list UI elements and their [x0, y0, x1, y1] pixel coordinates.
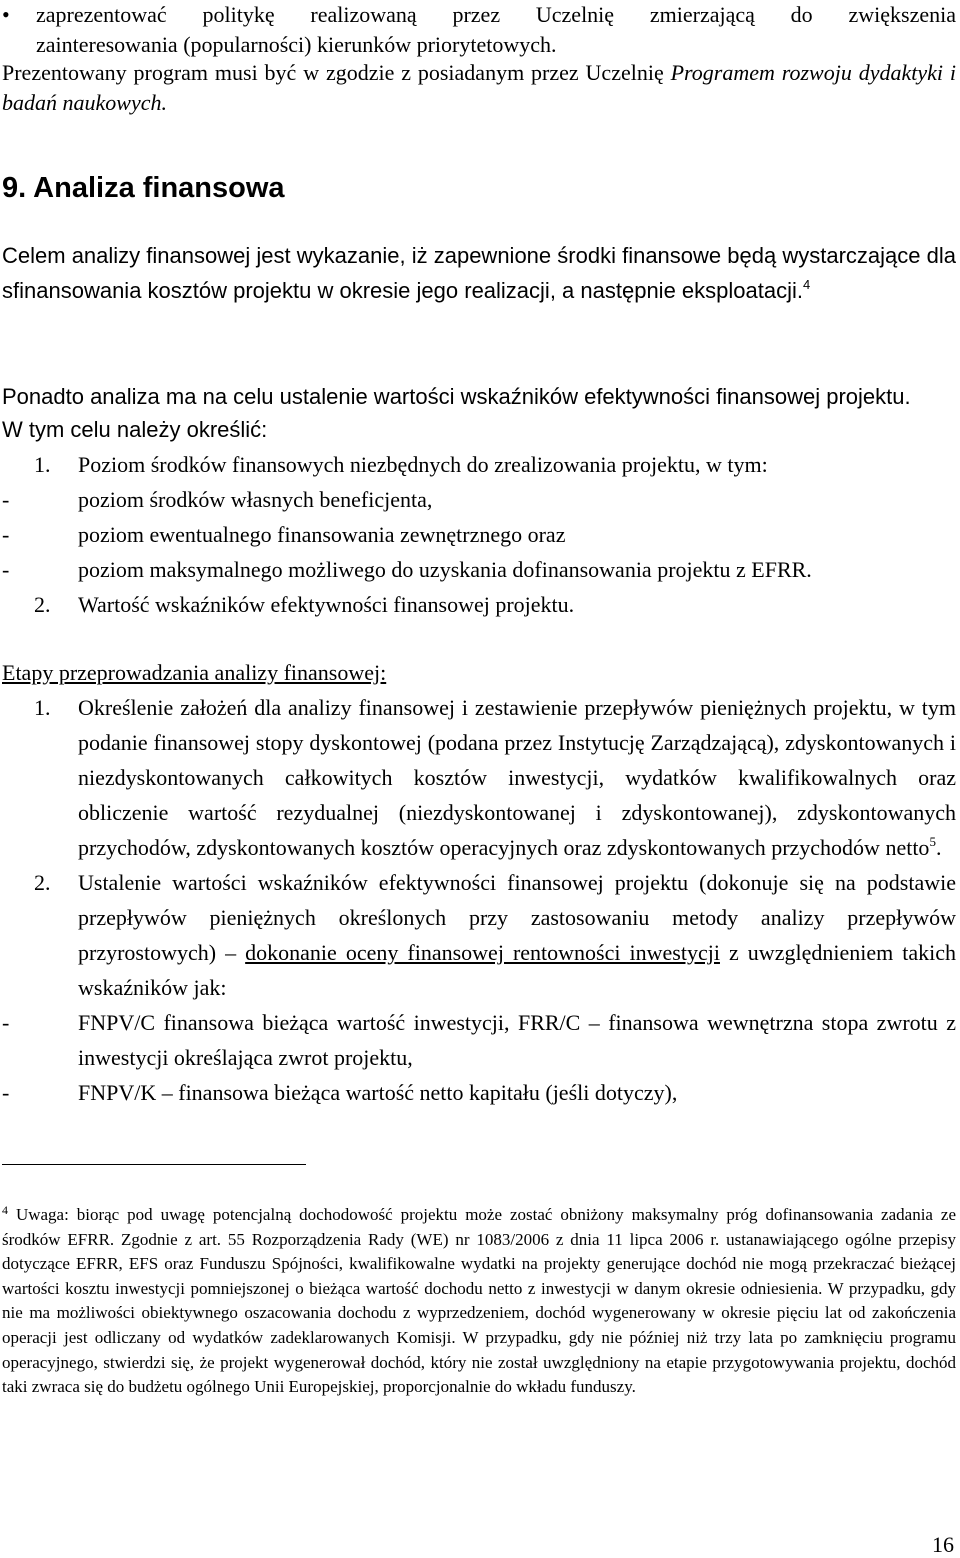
list-item — [2, 1075, 956, 1110]
section-heading: 9. Analiza finansowa — [2, 172, 285, 204]
paragraph-ponadto-line-1: Ponadto analiza ma na celu ustalenie wartości wskaźników efektywności finansowej projektu. — [2, 384, 911, 409]
list-marker: 2. — [34, 870, 51, 895]
list-marker: - — [2, 522, 10, 547]
stage-2-text: Ustalenie wartości wskaźników efektywności finansowej projektu (dokonuje się na podstawie przepływów pieniężnych określonych przy zastosowaniu metody analizy przepływów przyrostowych) – — [78, 870, 956, 965]
footnote-reference-4: 4 — [802, 277, 811, 292]
paragraph-cel — [2, 238, 956, 308]
list-item-text: FNPV/C finansowa bieżąca wartość inwestycji, FRR/C – finansowa wewnętrzna stopa zwrotu z inwestycji określająca zwrot projektu, — [78, 1010, 956, 1070]
list-marker: 2. — [34, 592, 51, 617]
list-marker: - — [2, 487, 10, 512]
footnote-separator — [2, 1164, 306, 1165]
list-item — [2, 482, 956, 517]
list-item — [2, 552, 956, 587]
list-marker: - — [2, 1080, 10, 1105]
list-item — [2, 865, 956, 1005]
stage-1-text: Określenie założeń dla analizy finansowej i zestawienie przepływów pieniężnych projektu, w tym podanie finansowej stopy dyskontowej (podana przez Instytucję Zarządzającą), zdyskontowanych i niezdyskontowanych całkowitych kosztów inwestycji, wydatków kwalifikowalnych oraz obliczenie wartość rezydualnej (niezdyskontowanej i zdyskontowanej), zdyskontowanych przychodów, zdyskontowanych kosztów operacyjnych oraz zdyskontowanych przychodów netto — [78, 695, 956, 860]
stages-heading: Etapy przeprowadzania analizy finansowej: — [2, 660, 387, 685]
list-item — [2, 447, 956, 482]
list-marker: 1. — [34, 695, 51, 720]
footnote-number: 4 — [2, 1203, 8, 1217]
program-paragraph-italic: Programem rozwoju dydaktyki i badań naukowych. — [2, 60, 956, 115]
footnote-4 — [2, 1203, 956, 1400]
list-item-text — [78, 865, 956, 1005]
footnote-text: Uwaga: biorąc pod uwagę potencjalną dochodowość projektu może zostać obniżony maksymalny próg dofinansowania zadania ze środków EFRR. Zgodnie z art. 55 Rozporządzenia Rady (WE) nr 1083/2006 z dnia 11 lipca 2006 r. ustanawiającego ogólne przepisy dotyczące EFRR, EFS oraz Funduszu Spójności, kwalifikowalne wydatki na projekty generujące dochód nie mogą przekraczać bieżącej wartości kosztu inwestycji pomniejszonej o bieżąca wartość dochodu netto z inwestycji w danym okresie odniesienia. W przypadku, gdy nie ma możliwości obiektywnego oszacowania dochodu z wyprzedzeniem, dochód wygenerowany w okresie pięciu lat od zakończenia operacji jest odliczany od wydatków zadeklarowanych Komisji. W przypadku, gdy nie później niż trzy lata po zamknięciu programu operacyjnego, stwierdzi się, że projekt wygenerował dochód, który nie został uwzględniony na etapie przygotowywania projektu, dochód taki zwraca się do budżetu ogólnego Unii Europejskiej, proporcjonalnie do wkładu funduszy. — [2, 1205, 956, 1397]
list-item — [2, 1005, 956, 1075]
page-number: 16 — [932, 1532, 954, 1557]
requirements-list — [2, 447, 956, 622]
bullet-marker: • — [2, 2, 10, 27]
stages-list — [2, 690, 956, 1110]
list-item — [2, 587, 956, 622]
paragraph-ponadto-line-2: W tym celu należy określić: — [2, 417, 268, 442]
list-item-text: Poziom środków finansowych niezbędnych do zrealizowania projektu, w tym: — [78, 452, 768, 477]
paragraph-cel-text: Celem analizy finansowej jest wykazanie, iż zapewnione środki finansowe będą wystarczające dla sfinansowania kosztów projektu w okresie jego realizacji, a następnie eksploatacji. — [2, 243, 956, 303]
bullet-item — [2, 0, 956, 60]
stage-2-text-after: z uwzględnieniem takich wskaźników jak: — [78, 940, 956, 1000]
list-item — [2, 517, 956, 552]
list-marker: 1. — [34, 452, 51, 477]
list-marker: - — [2, 557, 10, 582]
bullet-line-2: zainteresowania (popularności) kierunków priorytetowych. — [36, 32, 557, 57]
list-item-text: poziom ewentualnego finansowania zewnętrznego oraz — [78, 522, 566, 547]
program-paragraph-text: Prezentowany program musi być w zgodzie z posiadanym przez Uczelnię — [2, 60, 671, 85]
footnote-reference-5: 5 — [929, 834, 936, 849]
list-item-text: poziom maksymalnego możliwego do uzyskania dofinansowania projektu z EFRR. — [78, 557, 812, 582]
list-item-text: FNPV/K – finansowa bieżąca wartość netto kapitału (jeśli dotyczy), — [78, 1080, 678, 1105]
list-item — [2, 690, 956, 865]
list-item-text: Wartość wskaźników efektywności finansowej projektu. — [78, 592, 575, 617]
stage-2-underlined: dokonanie oceny finansowej rentowności inwestycji — [245, 940, 720, 965]
list-item-text — [78, 690, 956, 865]
bullet-line-1: zaprezentować politykę realizowaną przez Uczelnię zmierzającą do zwiększenia — [36, 2, 956, 27]
list-item-text: poziom środków własnych beneficjenta, — [78, 487, 433, 512]
stage-1-end: . — [935, 835, 942, 860]
list-marker: - — [2, 1010, 10, 1035]
paragraph-ponadto — [2, 380, 956, 446]
program-paragraph — [2, 58, 956, 118]
